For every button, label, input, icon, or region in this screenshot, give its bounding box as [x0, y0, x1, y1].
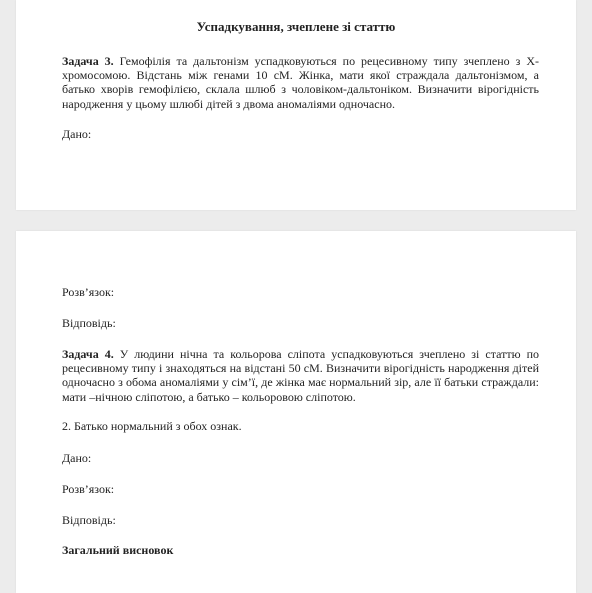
task-3-text: Гемофілія та дальтонізм успадковуються по рецесивному типу зчеплено з Х-хромосомою. Відстань між генами 10 сМ. Жінка, мати якої страждала дальтонізмом, а батько хворів гемофілією, склала шлюб з чоловіком-дальтоніком. Визначити вірогідність народження у цьому шлюбі дітей з двома аномаліями одночасно. [62, 54, 539, 111]
given-label: Дано: [62, 127, 92, 141]
task-3-paragraph [62, 54, 539, 111]
task-4-item-2: 2. Батько нормальний з обох ознак. [62, 419, 242, 433]
document-page-2 [16, 231, 576, 593]
document-page-1 [16, 0, 576, 210]
task-4-label: Задача 4. [62, 347, 114, 361]
task-3-label: Задача 3. [62, 54, 114, 68]
solution-label-2: Розв’язок: [62, 482, 115, 496]
answer-label: Відповідь: [62, 316, 116, 330]
solution-label: Розв’язок: [62, 285, 115, 299]
task-4-paragraph [62, 347, 539, 404]
page-title: Успадкування, зчеплене зі статтю [196, 19, 396, 34]
answer-label-2: Відповідь: [62, 513, 116, 527]
task-4-text: У людини нічна та кольорова сліпота успадковуються зчеплено зі статтю по рецесивному типу і знаходяться на відстані 50 сМ. Визначити вірогідність народження дітей одночасно з обома аномаліями у сім’ї, де жінка має нормальний зір, але її батьки страждали: мати –нічною сліпотою, а батько – кольоровою сліпотою. [62, 347, 539, 404]
general-conclusion-heading: Загальний висновок [62, 543, 174, 557]
given-label-2: Дано: [62, 451, 92, 465]
